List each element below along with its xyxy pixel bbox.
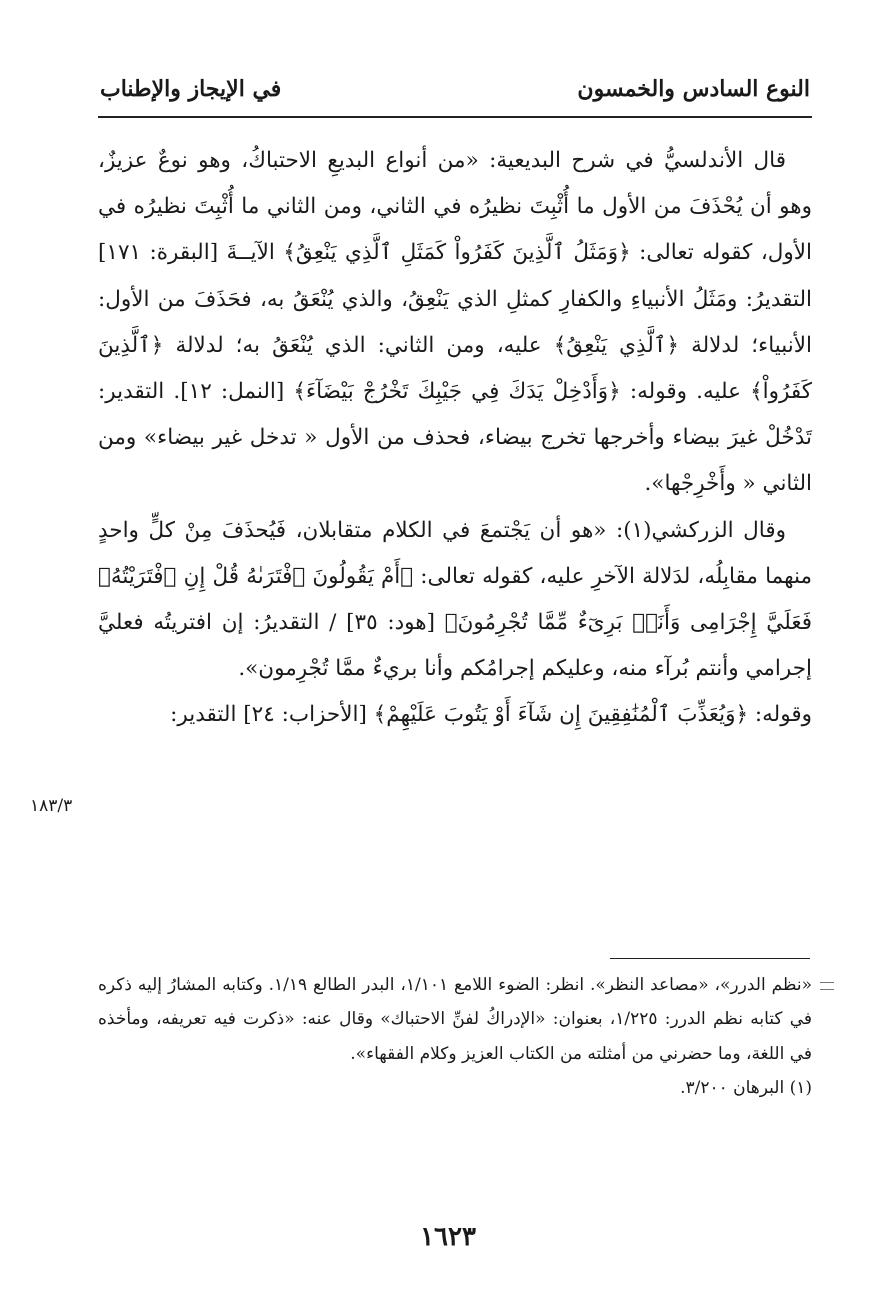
page-number: ١٦٢٣ bbox=[420, 1222, 476, 1252]
paragraph-andalusi: قال الأندلسيُّ في شرح البديعية: «من أنواع البديعِ الاحتباكُ، وهو نوعٌ عزيزٌ، وهو أن يُحْذَفَ من الأول ما أُثْبِتَ نظيرُه في الثاني، ومن الثاني ما أُثْبِتَ نظيرُه في الأول، كقوله تعالى: ﴿وَمَثَلُ ٱلَّذِينَ كَفَرُواْ كَمَثَلِ ٱلَّذِي يَنْعِقُ﴾ الآيــةَ [البقرة: ١٧١] التقديرُ: ومَثَلُ الأنبياءِ والكفارِ كمثلِ الذي يَنْعِقُ، والذي يُنْعَقُ به، فحَذَفَ من الأول: الأنبياء؛ لدلالة ﴿ٱلَّذِي يَنْعِقُ﴾ عليه، ومن الثاني: الذي يُنْعَقُ به؛ لدلالة ﴿ٱلَّذِينَ كَفَرُواْ﴾ عليه. وقوله: ﴿وَأَدْخِلْ يَدَكَ فِي جَيْبِكَ تَخْرُجْ بَيْضَآءَ﴾ [النمل: ١٢]. التقدير: تَدْخُلْ غيرَ بيضاء وأخرجها تخرج بيضاء، فحذف من الأول « تدخل غير بيضاء» ومن الثاني « وأَخْرِجْها». bbox=[98, 148, 812, 497]
footnote-rule bbox=[610, 958, 810, 959]
margin-reference: ١٨٣/٣ bbox=[30, 796, 73, 816]
paragraph-zarkashi: وقال الزركشي(١): «هو أن يَجْتمعَ في الكلام متقابلان، فَيُحذَفَ مِنْ كلٍّ واحدٍ منهما مقابِلُه، لدَلالة الآخرِ عليه، كقوله تعالى: ﴿أَمْ يَقُولُونَ ٱفْتَرَىٰهُ قُلْ إِنِ ٱفْتَرَيْتُهُۥ فَعَلَيَّ إِجْرَامِى وَأَنَا۠ بَرِىٓءٌ مِّمَّا تُجْرِمُونَ﴾ [هود: ٣٥] / التقديرُ: إن افتريتُه فعليَّ إجرامي وأنتم بُرآء منه، وعليكم إجرامُكم وأنا بريءٌ ممَّا تُجْرِمون». bbox=[98, 517, 812, 682]
continuation-marker bbox=[820, 982, 834, 990]
footnote-continuation: «نظم الدرر»، «مصاعد النظر». انظر: الضوء اللامع ١/١٠١، البدر الطالع ١/١٩. وكتابه المشارُ إليه ذكره في كتابه نظم الدرر: ١/٢٢٥، بعنوان: «الإدراكُ لفنِّ الاحتباك» وقال عنه: «ذكرت فيه تعريفه، ومأخذه في اللغة، وما حضرني من أمثلته من الكتاب العزيز وكلام الفقهاء». bbox=[98, 975, 812, 1064]
footnotes bbox=[98, 968, 812, 1106]
topic-title: في الإيجاز والإطناب bbox=[100, 76, 282, 102]
main-text bbox=[98, 138, 812, 739]
running-header bbox=[100, 72, 810, 112]
header-rule bbox=[98, 116, 812, 118]
chapter-title: النوع السادس والخمسون bbox=[577, 76, 810, 102]
footnote-1: (١) البرهان ٣/٢٠٠. bbox=[680, 1078, 812, 1099]
paragraph-ahzab: وقوله: ﴿وَيُعَذِّبَ ٱلْمُنَٰفِقِينَ إِن شَآءَ أَوْ يَتُوبَ عَلَيْهِمْ﴾ [الأحزاب: ٢٤] التقدير: bbox=[170, 702, 812, 728]
